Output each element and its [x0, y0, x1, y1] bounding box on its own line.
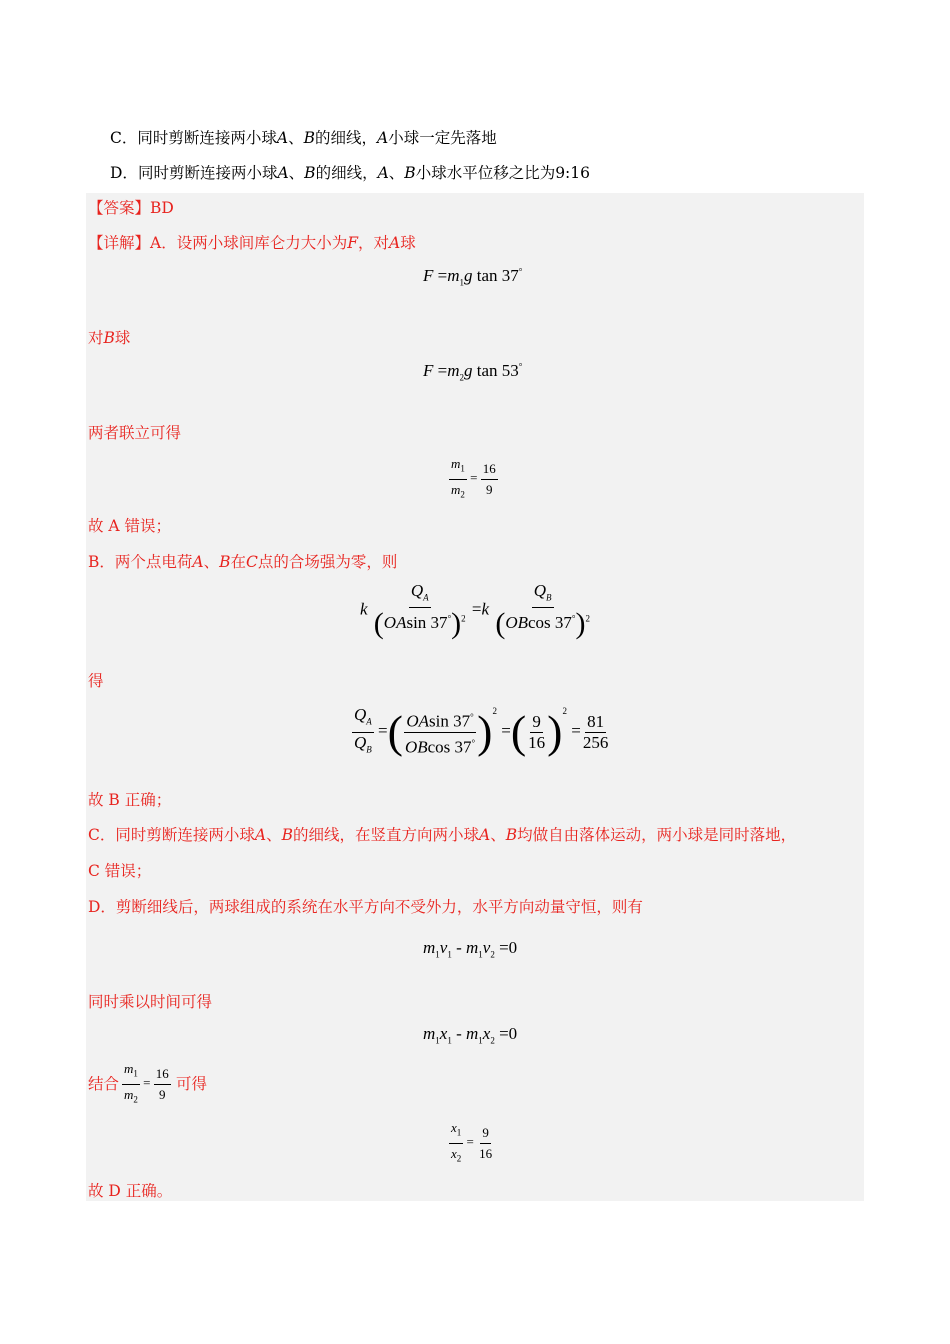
get-text: 得 [88, 672, 104, 690]
equation-charge-ratio: $\frac{Q_A}{Q_B}$ =( $\frac{OAsin 37^\circ}{OBcos 37^\circ}$ )$^2$ =( $\frac{9}{16}$ )$^2$ = $\frac{81}{256}$ [354, 705, 609, 758]
combine2-text: 结合 [88, 1075, 120, 1093]
option-d: D．同时剪断连接两小球A、B的细线，A、B小球水平位移之比为9:16 [110, 164, 590, 182]
equation-displacement: $m_1x_1 - m_1x_2 =0$ [423, 1024, 518, 1046]
multiply-text: 同时乘以时间可得 [88, 993, 213, 1011]
b-right: 故 B 正确； [88, 791, 172, 809]
equation-momentum: $m_1v_1 - m_1v_2 =0$ [423, 938, 518, 960]
combine-text: 两者联立可得 [88, 424, 182, 442]
answer-line: 【答案】BD [88, 199, 174, 217]
equation-field-zero: k $\frac{Q_A}{(OAsin 37^\circ)^2}$ =k $\frac{Q_B}{(OBcos 37^\circ)^2}$ [360, 581, 591, 641]
equation-force-b: $F =m_2g$ tan 53° [423, 361, 523, 383]
combine2-suffix: 可得 [176, 1075, 208, 1093]
explanation-b-ball: 对B球 [88, 329, 131, 347]
equation-mass-ratio: $\frac{m_1}{m_2}$ = $\frac{16}{9}$ [451, 456, 496, 500]
answer-section [86, 193, 864, 1201]
option-c: C．同时剪断连接两小球A、B的细线，A小球一定先落地 [110, 129, 497, 147]
explanation-b-intro: B．两个点电荷A、B在C点的合场强为零，则 [88, 553, 398, 571]
explanation-c-line2: C 错误； [88, 862, 152, 880]
a-wrong: 故 A 错误； [88, 517, 172, 535]
equation-displacement-ratio: $\frac{x_1}{x_2}$ = $\frac{9}{16}$ [451, 1120, 493, 1164]
equation-force-a: $F =m_1g$ tan 37° [423, 266, 523, 288]
inline-mass-ratio: $\frac{m_1}{m_2}$ = $\frac{16}{9}$ [124, 1061, 169, 1105]
explanation-c-line1: C．同时剪断连接两小球A、B的细线，在竖直方向两小球A、B均做自由落体运动，两小球是同时落地， [88, 826, 797, 844]
d-right: 故 D 正确。 [88, 1182, 173, 1200]
explanation-d-line: D．剪断细线后，两球组成的系统在水平方向不受外力，水平方向动量守恒，则有 [88, 898, 643, 916]
explanation-a-intro: 【详解】A．设两小球间库仑力大小为F，对A球 [88, 234, 416, 252]
